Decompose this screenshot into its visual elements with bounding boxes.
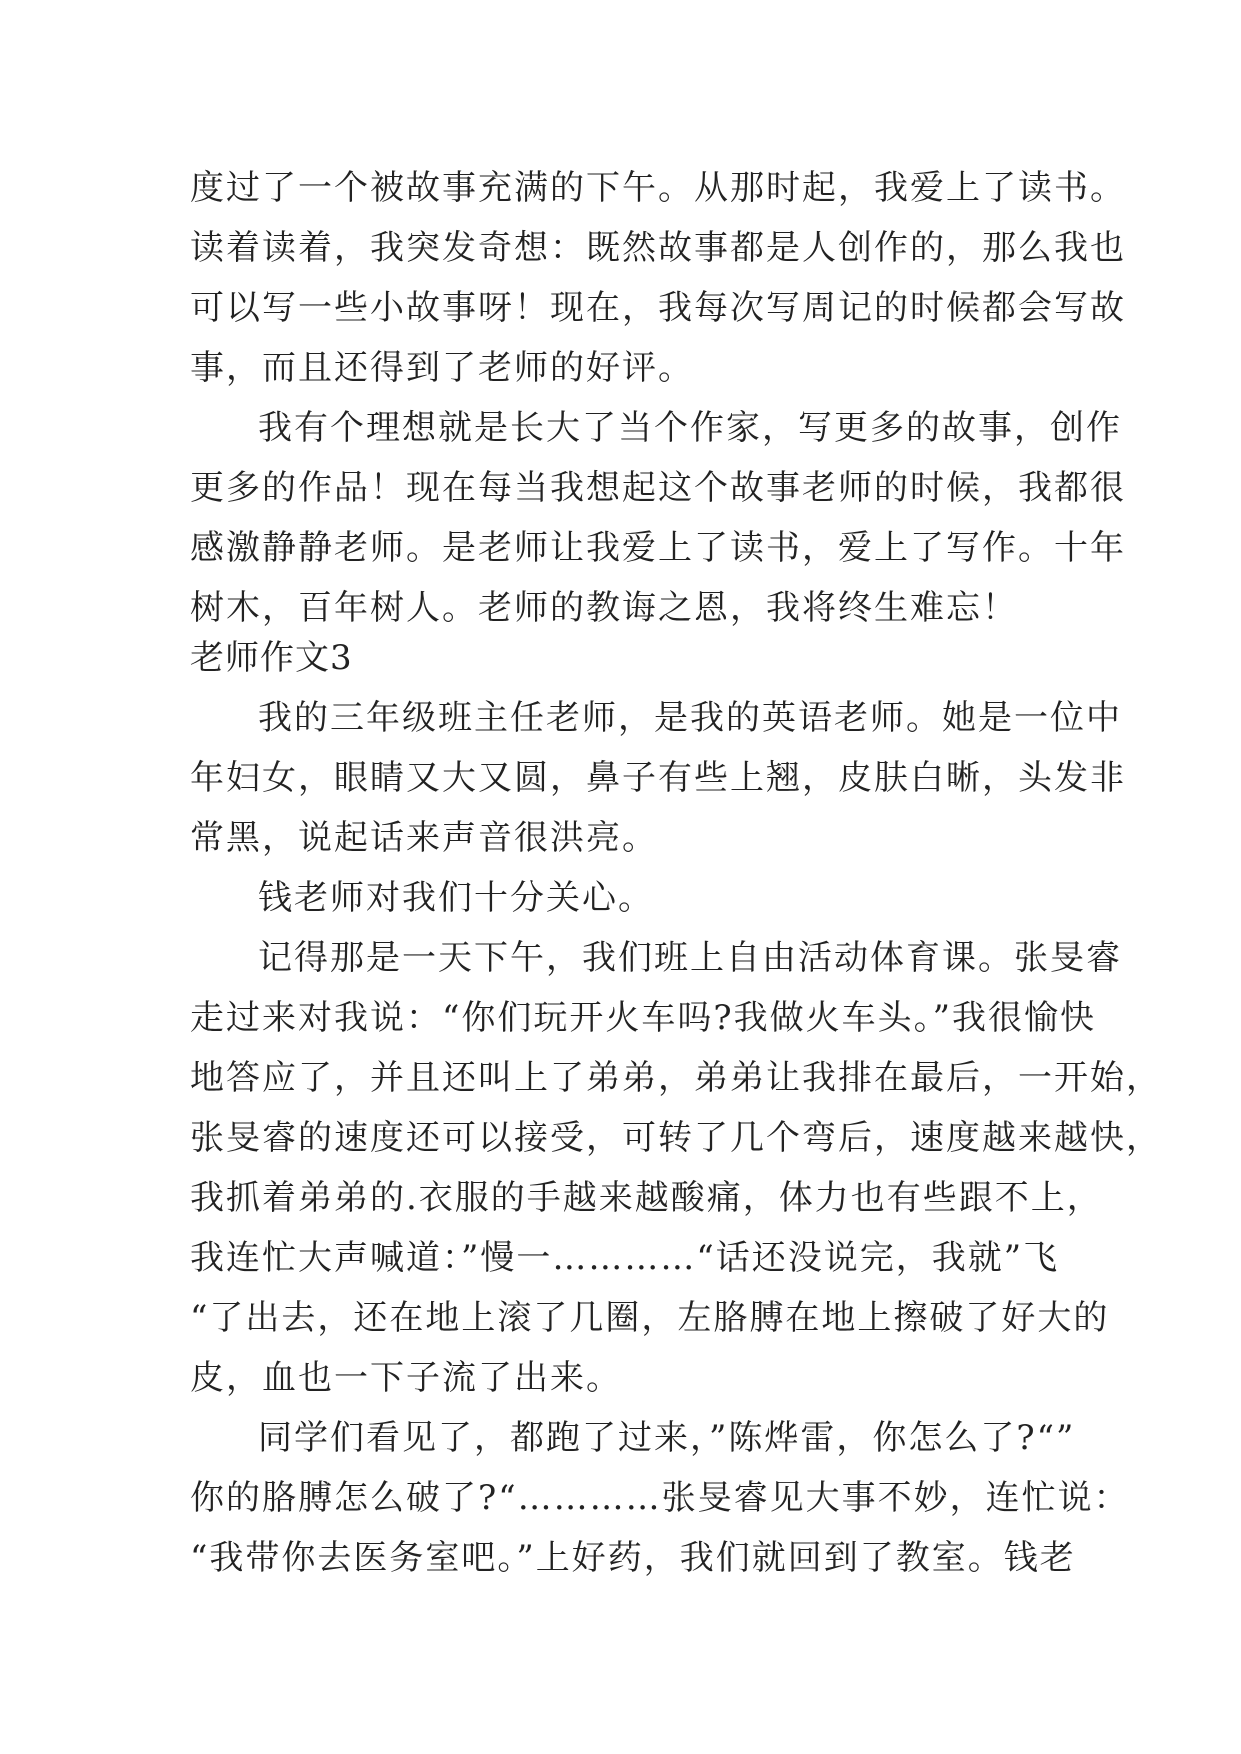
text-line: 度过了一个被故事充满的下午。从那时起，我爱上了读书。 — [190, 168, 1126, 208]
text-line: 常黑，说起话来声音很洪亮。 — [190, 818, 658, 858]
text-line: 可以写一些小故事呀！现在，我每次写周记的时候都会写故 — [190, 288, 1126, 328]
paragraph-start-line: 同学们看见了，都跑了过来，”陈烨雷，你怎么了?“” — [258, 1418, 1076, 1458]
text-line: 事，而且还得到了老师的好评。 — [190, 348, 694, 388]
text-line: 皮，血也一下子流了出来。 — [190, 1358, 622, 1398]
text-line: “我带你去医务室吧。”上好药，我们就回到了教室。钱老 — [190, 1538, 1076, 1578]
text-line: 我抓着弟弟的.衣服的手越来越酸痛，体力也有些跟不上， — [190, 1178, 1103, 1218]
paragraph-start-line: 我有个理想就是长大了当个作家，写更多的故事，创作 — [258, 408, 1122, 448]
text-line: 我连忙大声喊道：”慢一…………“话还没说完，我就”飞 — [190, 1238, 1060, 1278]
text-line: 树木，百年树人。老师的教诲之恩，我将终生难忘！ — [190, 588, 1018, 628]
paragraph-start-line: 我的三年级班主任老师，是我的英语老师。她是一位中 — [258, 698, 1122, 738]
text-line: 读着读着，我突发奇想：既然故事都是人创作的，那么我也 — [190, 228, 1126, 268]
paragraph-start-line: 钱老师对我们十分关心。 — [258, 878, 654, 918]
section-heading: 老师作文3 — [190, 638, 353, 678]
text-line: 更多的作品！现在每当我想起这个故事老师的时候，我都很 — [190, 468, 1126, 508]
text-line: 感激静静老师。是老师让我爱上了读书，爱上了写作。十年 — [190, 528, 1126, 568]
paragraph-start-line: 记得那是一天下午，我们班上自由活动体育课。张旻睿 — [258, 938, 1122, 978]
text-line: “了出去，还在地上滚了几圈，左胳膊在地上擦破了好大的 — [190, 1298, 1110, 1338]
text-line: 年妇女，眼睛又大又圆，鼻子有些上翘，皮肤白晰，头发非 — [190, 758, 1126, 798]
text-line: 走过来对我说：“你们玩开火车吗?我做火车头。”我很愉快 — [190, 998, 1096, 1038]
text-line: 你的胳膊怎么破了?“…………张旻睿见大事不妙，连忙说： — [190, 1478, 1130, 1518]
text-line: 张旻睿的速度还可以接受，可转了几个弯后，速度越来越快， — [190, 1118, 1162, 1158]
text-line: 地答应了，并且还叫上了弟弟，弟弟让我排在最后，一开始， — [190, 1058, 1162, 1098]
